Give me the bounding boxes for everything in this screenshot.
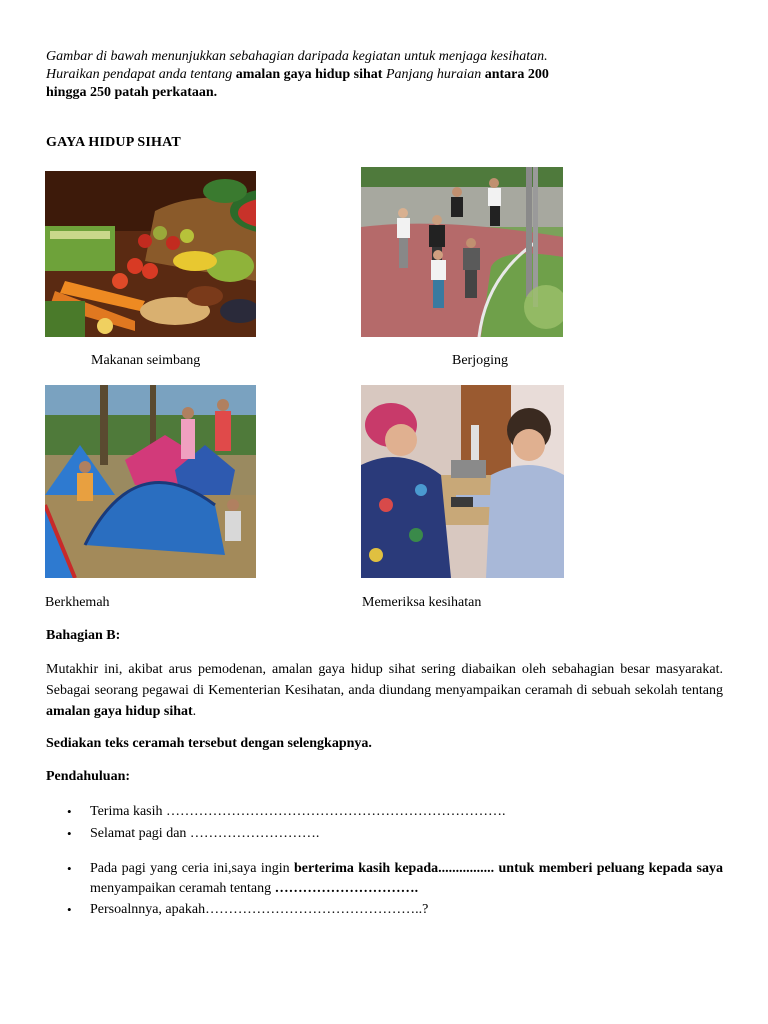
bullet-text-2: Selamat pagi dan ………………………. xyxy=(90,826,320,841)
part-b-instruction: Sediakan teks ceramah tersebut dengan selengkapnya. xyxy=(46,736,372,751)
part-b-paragraph xyxy=(46,659,723,722)
instruction-line-2d: antara 200 xyxy=(484,67,549,82)
instruction-line-2a: Huraikan pendapat anda tentang xyxy=(46,67,236,82)
bullet-text-3c: menyampaikan ceramah tentang xyxy=(90,881,275,896)
part-b-paragraph-text: Mutakhir ini, akibat arus pemodenan, amalan gaya hidup sihat sering diabaikan oleh sebahagian besar masyarakat. Sebagai seorang pegawai di Kementerian Kesihatan, anda diundang menyampaikan ceramah di sebuah sekolah tentang xyxy=(46,662,723,698)
bullet-icon: • xyxy=(67,902,72,917)
list-item xyxy=(46,900,723,920)
health-check-photo xyxy=(361,385,564,578)
bullet-text-4: Persoalnnya, apakah………………………………………..? xyxy=(90,902,429,917)
bullet-icon: • xyxy=(67,861,72,876)
part-b-heading: Bahagian B: xyxy=(46,628,121,643)
instruction-line-2c: Panjang huraian xyxy=(382,67,485,82)
bullet-text-3b: berterima kasih kepada................ untuk memberi peluang kepada saya xyxy=(294,861,723,876)
bullet-text-1: Terima kasih ………………………………………………………………. xyxy=(90,804,506,819)
bullet-text-3d: …………………………. xyxy=(274,881,419,896)
caption-health-check: Memeriksa kesihatan xyxy=(362,595,482,610)
caption-food: Makanan seimbang xyxy=(91,353,201,368)
camping-photo xyxy=(45,385,256,578)
intro-bullets-2 xyxy=(46,859,723,920)
caption-jogging: Berjoging xyxy=(452,353,508,368)
section-title: GAYA HIDUP SIHAT xyxy=(46,135,181,150)
jogging-photo xyxy=(361,167,563,337)
part-b-paragraph-end: . xyxy=(192,704,197,719)
bullet-icon: • xyxy=(67,826,72,841)
instructions xyxy=(46,48,606,102)
list-item xyxy=(46,859,723,899)
intro-heading: Pendahuluan: xyxy=(46,769,131,784)
bullet-icon: • xyxy=(67,804,72,819)
list-item xyxy=(46,802,723,822)
instruction-line-2b: amalan gaya hidup sihat xyxy=(235,67,383,82)
instruction-line-1: Gambar di bawah menunjukkan sebahagian daripada kegiatan untuk menjaga kesihatan. xyxy=(46,49,548,64)
caption-camping: Berkhemah xyxy=(45,595,110,610)
list-item xyxy=(46,824,723,844)
intro-bullets-1 xyxy=(46,802,723,844)
fruits-vegetables-photo xyxy=(45,171,256,337)
part-b-paragraph-bold: amalan gaya hidup sihat xyxy=(46,704,193,719)
instruction-line-3: hingga 250 patah perkataan. xyxy=(46,85,218,100)
bullet-text-3a: Pada pagi yang ceria ini,saya ingin xyxy=(90,861,294,876)
